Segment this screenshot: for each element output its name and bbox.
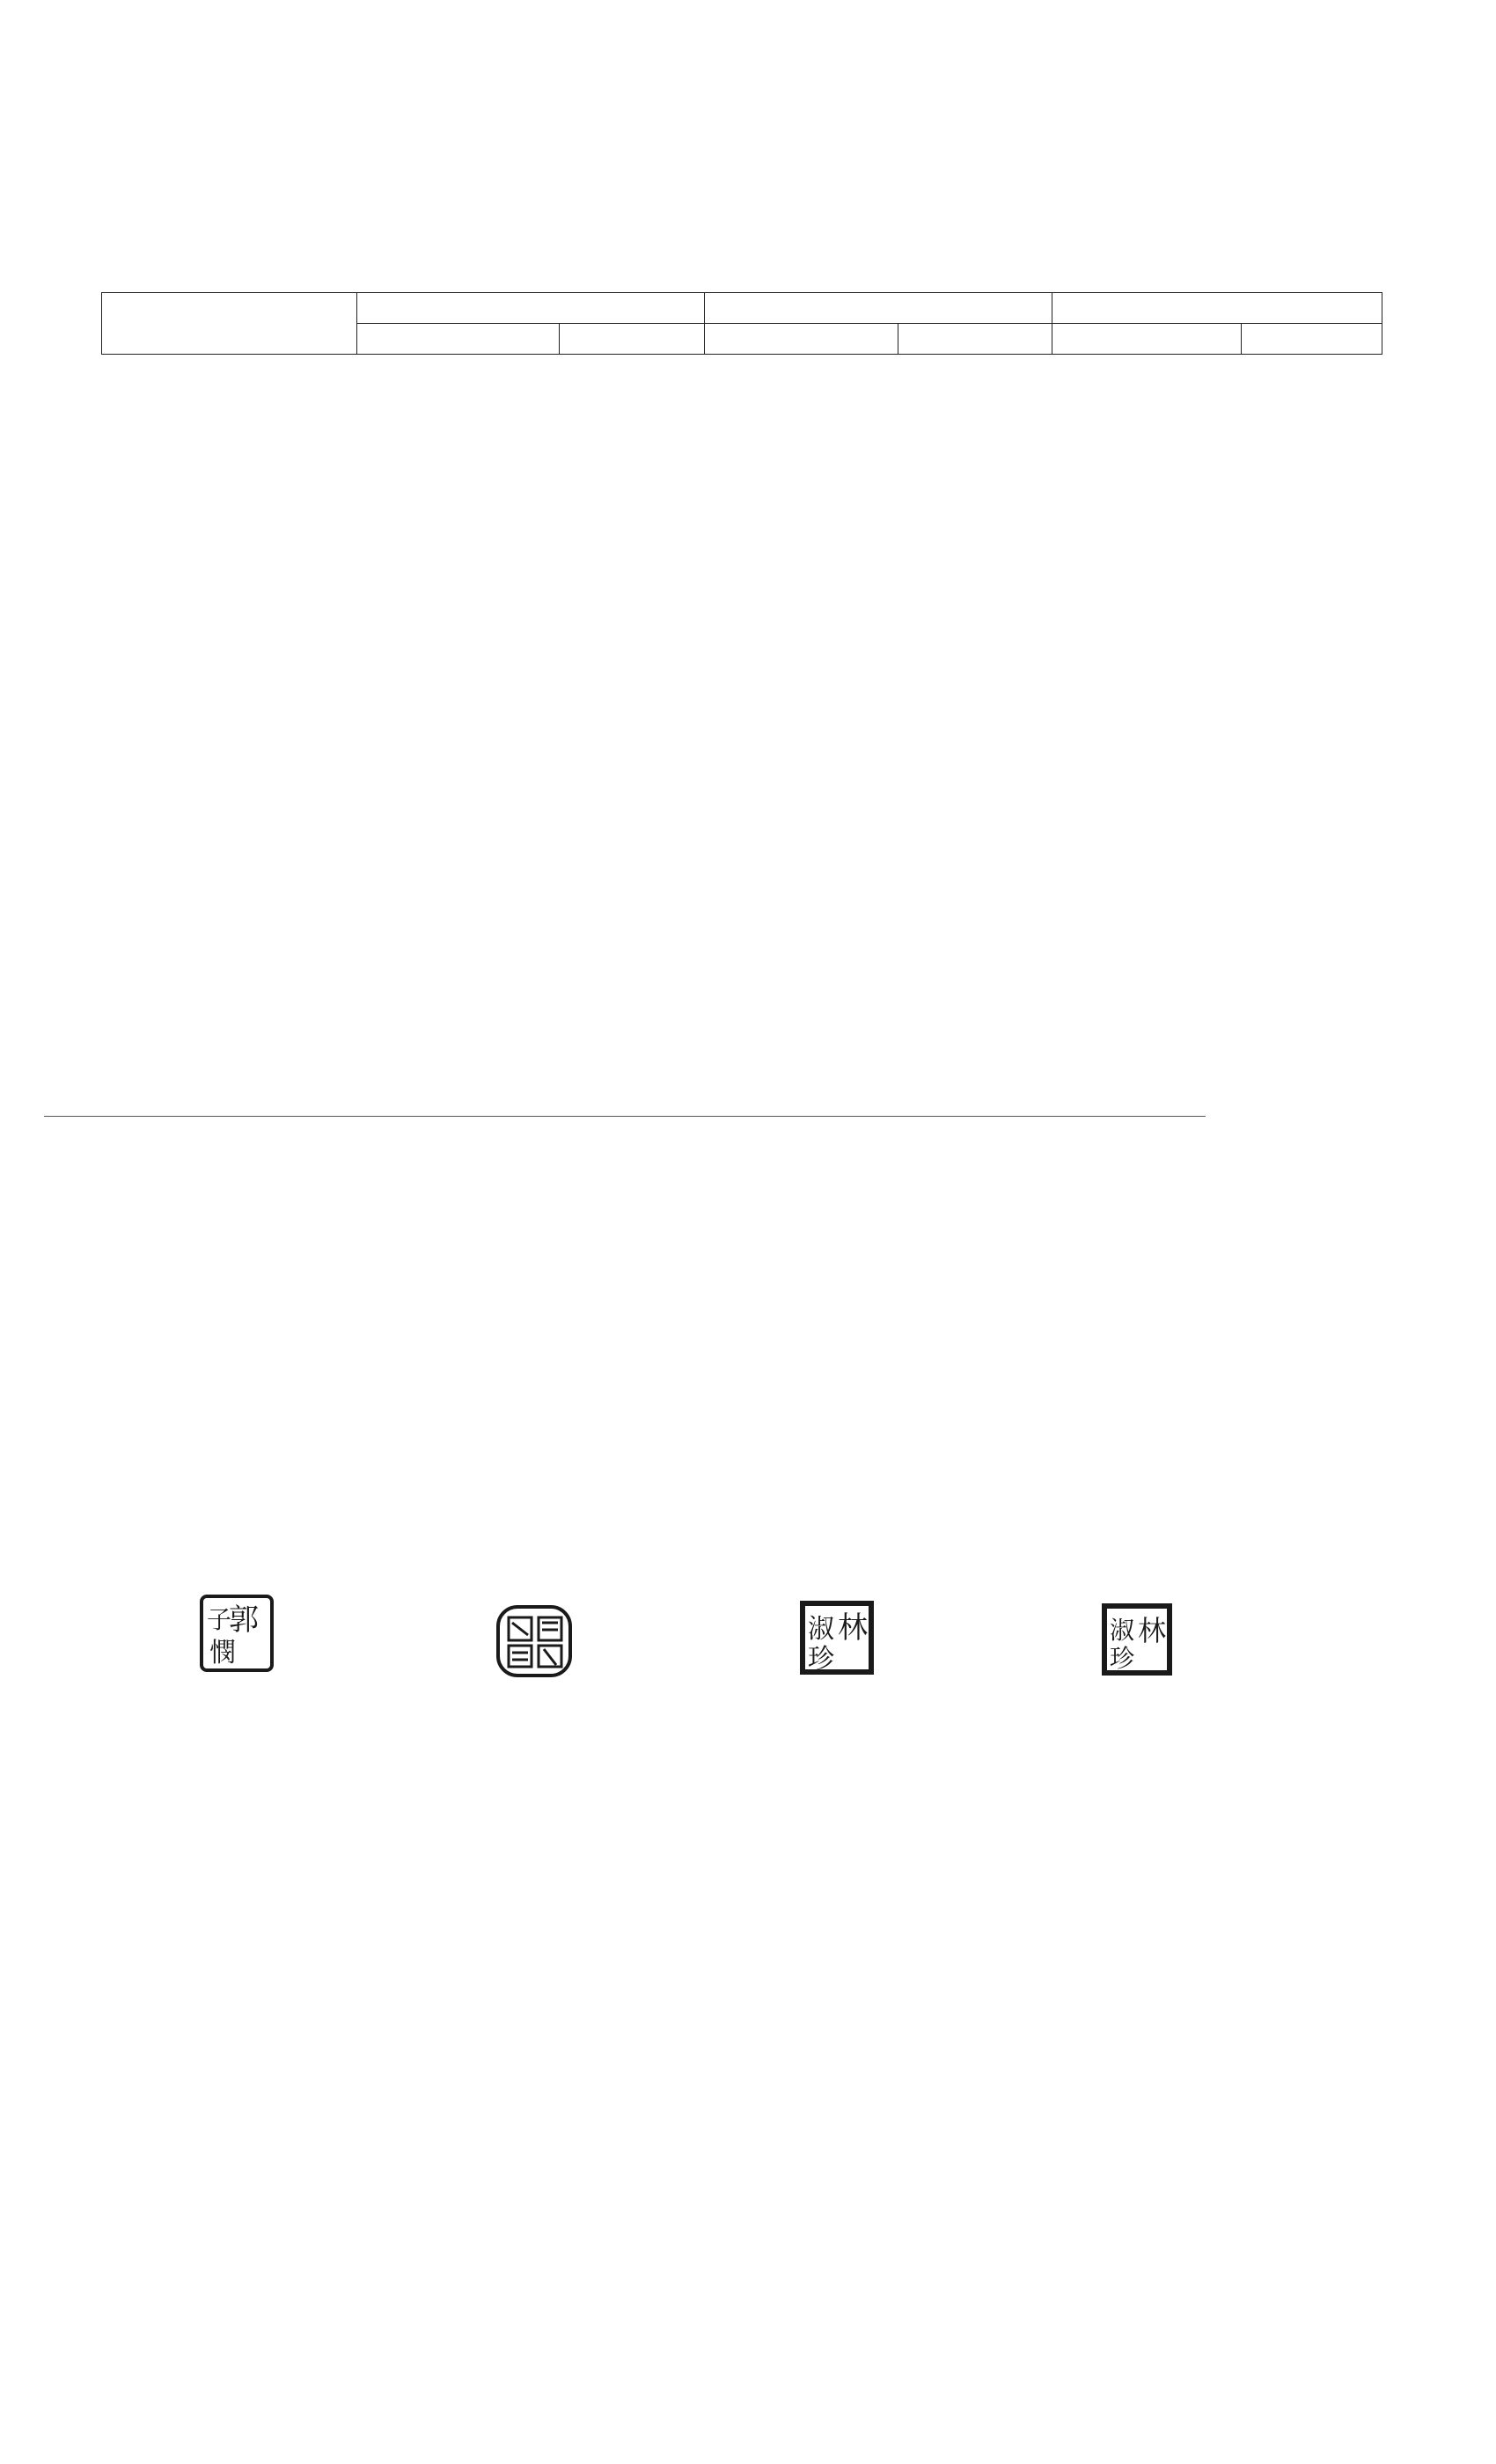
svg-text:憫: 憫 bbox=[209, 1638, 236, 1668]
column-header-pct bbox=[560, 324, 705, 355]
column-header-pct bbox=[1242, 324, 1382, 355]
column-header-diff bbox=[1052, 293, 1382, 324]
column-header-amount bbox=[357, 324, 560, 355]
svg-text:林: 林 bbox=[1137, 1614, 1167, 1647]
approve-seal-stamp bbox=[198, 1591, 277, 1675]
column-header-year-106 bbox=[705, 293, 1052, 324]
page-divider bbox=[44, 1116, 1206, 1117]
preparer-seal-stamp bbox=[1098, 1600, 1176, 1679]
column-header-amount bbox=[705, 324, 898, 355]
svg-text:淑: 淑 bbox=[808, 1614, 834, 1645]
svg-text:子: 子 bbox=[206, 1605, 232, 1634]
column-header-pct bbox=[898, 324, 1052, 355]
header-row-years bbox=[102, 293, 1382, 324]
accountant-seal-stamp bbox=[796, 1597, 877, 1678]
column-header-item bbox=[102, 293, 357, 355]
column-header-amount bbox=[1052, 324, 1242, 355]
svg-text:郭: 郭 bbox=[229, 1602, 259, 1638]
svg-text:珍: 珍 bbox=[1109, 1644, 1135, 1673]
director-seal-stamp bbox=[493, 1602, 576, 1681]
income-expense-table-top bbox=[101, 292, 1382, 355]
column-header-year-107 bbox=[357, 293, 705, 324]
svg-text:淑: 淑 bbox=[1109, 1616, 1135, 1645]
svg-text:珍: 珍 bbox=[808, 1644, 834, 1675]
svg-text:林: 林 bbox=[838, 1610, 868, 1646]
